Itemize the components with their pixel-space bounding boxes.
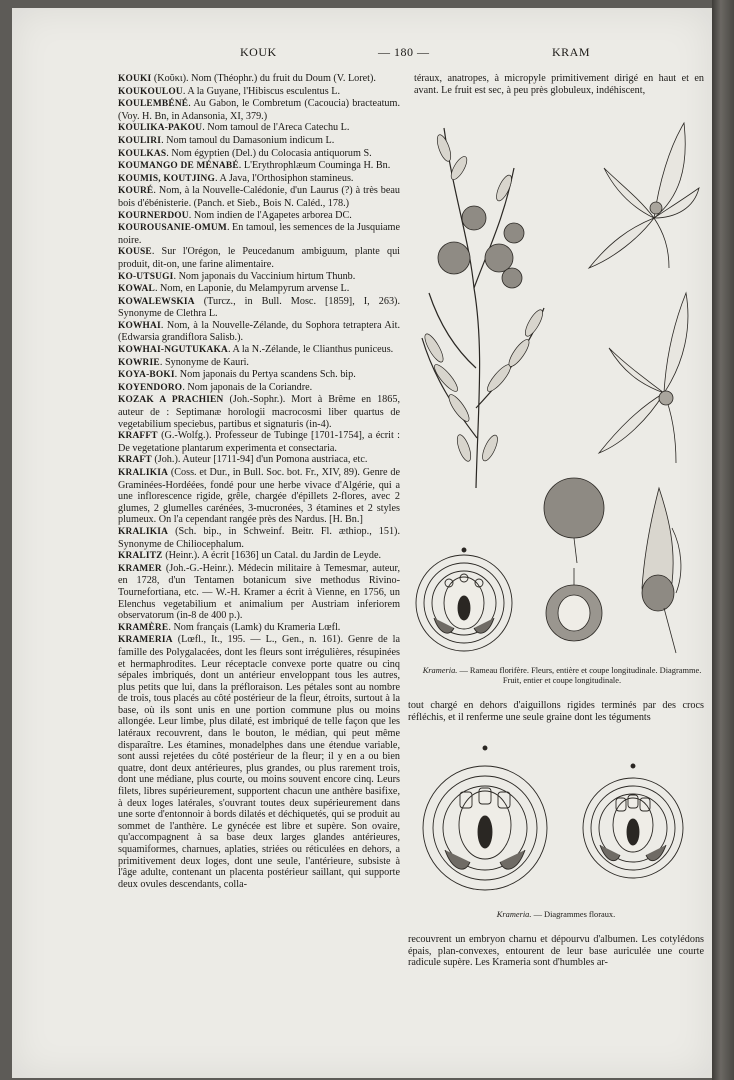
entry-term: KOWHAI: [118, 320, 161, 331]
dictionary-entry: [118, 135, 400, 148]
dictionary-entry: [118, 185, 400, 209]
dictionary-entry: [118, 86, 400, 99]
entry-text: (Joh.). Auteur [1711-94] d'un Pomona austriaca, etc.: [151, 454, 368, 466]
entry-text: . Nom tamoul de l'Areca Catechu L.: [202, 122, 350, 134]
figure-1-caption: [414, 666, 710, 686]
dictionary-entry: [118, 526, 400, 550]
entry-term: KOURÉ: [118, 186, 154, 197]
entry-term: KOULIRI: [118, 135, 162, 146]
flowering-branch: [422, 128, 544, 488]
fruit-section: [546, 568, 602, 641]
entry-text: (Κοῦκι). Nom (Théophr.) du fruit du Doum (V. Loret).: [151, 73, 376, 84]
dictionary-entry: [118, 98, 400, 122]
dictionary-entry: [118, 222, 400, 246]
dictionary-entry: [118, 73, 400, 86]
entry-term: KOWRIE: [118, 357, 160, 368]
entry-text: . A la N.-Zélande, le Clianthus puniceus.: [227, 344, 394, 356]
entry-text: . Nom tamoul du Damasonium indicum L.: [161, 134, 335, 146]
entry-term: KOUMANGO DE MÉNABÉ: [118, 161, 239, 172]
entry-text: . A la Guyane, l'Hibiscus esculentus L.: [182, 85, 340, 97]
entry-text: . Nom indien de l'Agapetes arborea DC.: [188, 209, 352, 221]
dictionary-entry: [118, 563, 400, 622]
running-head-right: KRAM: [552, 45, 591, 59]
entry-text: (Turcz., in Bull. Mosc. [1859], I, 263). Synonyme de Clethra L.: [118, 295, 400, 320]
entry-term: KOUMIS, KOUTJING: [118, 173, 215, 184]
flower-entire: [589, 123, 699, 268]
right-column-middle-text: tout chargé en dehors d'aiguillons rigides terminés par des crocs réfléchis, et il renferme une seule graine dont les téguments: [408, 700, 704, 723]
entry-text: . Nom français (Lamk) du Krameria Lœfl.: [168, 621, 341, 633]
entry-text: . Nom, à la Nouvelle-Zélande, du Sophora tetraptera Ait. (Edwarsia grandiflora Salisb.).: [118, 319, 400, 344]
entry-text: . Nom japonais de la Coriandre.: [182, 381, 313, 393]
entry-term: KOZAK A PRACHIEN: [118, 395, 224, 406]
entry-term: KRAMERIA: [118, 635, 173, 646]
entry-term: KRALIKIA: [118, 468, 169, 478]
book-edge: [712, 0, 734, 1080]
dictionary-entry: [118, 467, 400, 526]
dictionary-entry: [118, 344, 400, 357]
entry-term: KOYA-BOKI: [118, 370, 175, 381]
figure-2-genus: Krameria.: [496, 910, 532, 919]
entry-term: KOULIKA-PAKOU: [118, 123, 203, 134]
dictionary-entry: [118, 382, 400, 395]
dictionary-entry: [118, 394, 400, 430]
right-column-bottom-text: recouvrent un embryon charnu et dépourvu d'albumen. Les cotylédons épais, plan-convexes, entourent de leur base auriculée une courte radicule supère. Les Krameria sont d'humbles ar-: [408, 934, 704, 969]
dictionary-entry: [118, 430, 400, 454]
entry-term: KOURNERDOU: [118, 210, 189, 221]
floral-diagram-left: [423, 746, 547, 890]
entry-text: (Coss. et Dur., in Bull. Soc. bot. Fr., XIV, 89). Genre de Graminées-Hordéées, fondé pour une herbe vivace d'Algérie, qui a une inflorescence rigide, grêle, chargée d'épillets 2-flores, avec 2 glumes, 2 glumelles carénées, 3-mucronées, 3 étamines et 2 styles plumeux. On l'a cependant rangée près des Nardus. [H. Bn.]: [118, 467, 400, 526]
dictionary-entry: [118, 160, 400, 173]
flower-longitudinal-section: [599, 293, 688, 463]
floral-diagram-small: [416, 548, 512, 651]
right-column-top-text: téraux, anatropes, à micropyle primitivement dirigé en haut et en avant. Le fruit est sec, à peu près globuleux, indéhiscent,: [414, 73, 704, 96]
entry-term: KOULKAS: [118, 148, 167, 159]
entry-term: KOUROUSANIE-OMUM: [118, 223, 227, 234]
entry-text: . Au Gabon, le Combretum (Cacoucia) bracteatum. (Voy. H. Bn, in Adansonia, XI, 379.): [118, 98, 400, 122]
dictionary-entry: [118, 283, 400, 296]
dictionary-entry: [118, 271, 400, 284]
floral-diagrams: [420, 740, 710, 905]
dictionary-entry: [118, 296, 400, 320]
entry-text: . A Java, l'Orthosiphon stamineus.: [214, 172, 354, 184]
entry-text: . Nom japonais du Vaccinium hirtum Thunb.: [173, 270, 356, 282]
entry-term: KOWALEWSKIA: [118, 296, 195, 307]
entry-term: KOUKI: [118, 74, 152, 84]
figure-2-caption-text: — Diagrammes floraux.: [531, 910, 616, 919]
entry-text: (Joh.-Sophr.). Mort à Brême en 1865, auteur de : Septimanæ horologii macrocosmi liber quartus de vegetabilium speciebus, partibus et signaturis (in-4).: [118, 394, 400, 430]
entry-text: (Heinr.). A écrit [1636] un Catal. du Jardin de Leyde.: [162, 550, 382, 562]
dictionary-entry: [118, 148, 400, 161]
entry-term: KRALITZ: [118, 551, 163, 562]
entry-text: . Nom, en Laponie, du Melampyrum arvense L.: [154, 283, 350, 295]
flower-bud-detail: [642, 488, 681, 653]
entry-text: . En tamoul, les semences de la Jusquiame noire.: [118, 222, 400, 246]
entry-term: KRAFFT: [118, 431, 158, 442]
entry-text: . Synonyme de Kauri.: [159, 356, 249, 368]
entry-text: . Nom égyptien (Del.) du Colocasia antiquorum S.: [166, 147, 372, 159]
entry-text: . Nom japonais du Pertya scandens Sch. bip.: [174, 369, 356, 381]
entry-term: KOULEMBÉNÉ: [118, 99, 189, 110]
floral-diagram-right: [583, 764, 683, 878]
entry-term: KOWHAI-NGUTUKAKA: [118, 345, 228, 356]
krameria-illustration: [414, 108, 710, 663]
dictionary-entry: [118, 210, 400, 223]
entry-term: KOUKOULOU: [118, 86, 183, 97]
figure-1-caption-text: — Rameau florifère. Fleurs, entière et coupe longitudinale. Diagramme. Fruit, entier et coupe longitudinale.: [457, 666, 702, 685]
entry-term: KRAMÈRE: [118, 622, 169, 633]
dictionary-entry: [118, 634, 400, 890]
dictionary-entry: [118, 320, 400, 344]
entry-term: KOWAL: [118, 284, 155, 295]
dictionary-entry: [118, 369, 400, 382]
entry-text: (Sch. bip., in Schweinf. Beitr. Fl. æthiop., 151). Synonyme de Chiliocephalum.: [118, 525, 400, 550]
entry-text: (Joh.-G.-Heinr.). Médecin militaire à Temesmar, auteur, en 1728, d'un Tentamen botanicum sive methodus Rivino-Tournefortiana, etc. — W.-H. Kramer a écrit à Vienne, en 1756, un Elenchus vegetabilium et animalium per Austriam inferiorem observatorum (in-8 de 400 p.).: [118, 562, 400, 622]
spiny-fruits: [438, 206, 524, 288]
dictionary-entry: [118, 550, 400, 563]
page-number: — 180 —: [378, 45, 430, 59]
entry-term: KRALIKIA: [118, 526, 169, 537]
entry-term: KOUSE: [118, 247, 152, 258]
dictionary-entry: [118, 357, 400, 370]
left-column: [118, 73, 400, 890]
entry-text: . L'Erythrophlæum Couminga H. Bn.: [238, 160, 391, 172]
dictionary-entry: [118, 246, 400, 270]
dictionary-entry: [118, 622, 400, 635]
dictionary-entry: [118, 454, 400, 467]
entry-term: KRAFT: [118, 455, 152, 466]
leaves: [422, 133, 546, 463]
entry-text: . Nom, à la Nouvelle-Calédonie, d'un Laurus (?) à très beau bois d'ébénisterie. (Panch. et Sieb., Bois N. Caléd., 178.): [118, 185, 400, 209]
fruit-entire: [544, 478, 604, 563]
dictionary-entry: [118, 173, 400, 186]
entry-term: KOYENDORO: [118, 382, 183, 393]
entry-text: (G.-Wolfg.). Professeur de Tubinge [1701-1754], a écrit : De vegetatione plantarum experimenta et consectaria.: [118, 430, 400, 454]
entry-term: KRAMER: [118, 563, 162, 574]
figure-2-caption: [408, 910, 704, 920]
dictionary-entry: [118, 122, 400, 135]
entry-text: (Lœfl., It., 195. — L., Gen., n. 161). Genre de la famille des Polygalacées, dont les fleurs sont irrégulières, résupinées et hermaphrodites. Leur réceptacle convexe porte quatre ou cinq sépales imbriqués, dont un antérieur enveloppant tous les autres, plus petits que lui, dans la préfloraison. Les pétales sont au nombre de trois, tous placés au côté postérieur de la fleur, étroits, surtout à la base, où ils sont unis en une portion commune plus ou moins allongée. Leur limbe, plus dilaté, est imbriqué de telle façon que les latéraux recouvrent, dans le bouton, le médian, qui peut même disparaître. Les étamines, monadelphes dans une étendue variable, sont aussi rejetées du côté postérieur de la fleur; il y en a ou bien quatre, dont deux antérieures, plus grandes, ou plus rarement trois, dont une médiane, plus courte, ou moins souvent encore cinq. Leurs filets, libres supérieurement, supportent chacun une anthère basifixe, à deux loges latérales, s'ouvrant toutes deux supérieurement dans une sorte d'entonnoir à bords dilatés et déchiquetés, qui se produit au sommet de l'anthère. Le gynécée est libre et supère. Son ovaire, qu'accompagnent à sa base deux larges glandes antérieures, squamiformes, charnues, aplaties, striées ou réticulées en dehors, a primitivement deux loges, dont une seule, l'antérieure, subsiste à l'âge adulte, contenant un placenta postérieur saillant, qui supporte deux ovules descendants, colla-: [118, 634, 400, 890]
running-head-left: KOUK: [240, 45, 277, 59]
figure-1-genus: Krameria.: [422, 666, 458, 675]
entry-term: KO-UTSUGI: [118, 271, 174, 282]
entry-text: . Sur l'Orégon, le Peucedanum ambiguum, plante qui produit, dit-on, une farine alimentaire.: [118, 246, 400, 270]
